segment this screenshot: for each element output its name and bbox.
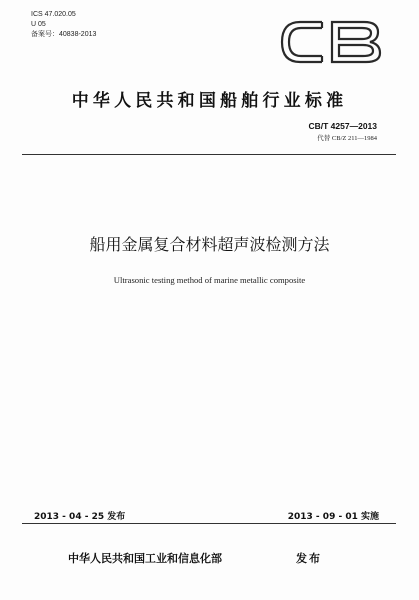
filing-number: 备案号：40838-2013 (31, 31, 97, 38)
publish-label: 发布 (296, 552, 322, 565)
implementation-date: 2013 - 09 - 01 实施 (287, 512, 379, 522)
cb-logo (276, 14, 384, 70)
header-divider (22, 154, 396, 155)
issue-date: 2013 - 04 - 25 发布 (34, 512, 126, 522)
classification-block (31, 10, 96, 40)
issuing-authority: 中华人民共和国工业和信息化部 (68, 552, 222, 565)
replaces-standard: 代替 CB/Z 211—1984 (317, 135, 377, 142)
footer-divider (22, 523, 396, 524)
ics-code: ICS 47.020.05 (31, 11, 76, 18)
document-title-english: Ultrasonic testing method of marine metallic composite (113, 275, 306, 285)
document-title-chinese: 船用金属复合材料超声波检测方法 (89, 235, 330, 254)
standard-category-title: 中华人民共和国船舶行业标准 (71, 91, 348, 111)
class-code: U 05 (31, 21, 46, 28)
standard-number: CB/T 4257—2013 (308, 121, 377, 131)
